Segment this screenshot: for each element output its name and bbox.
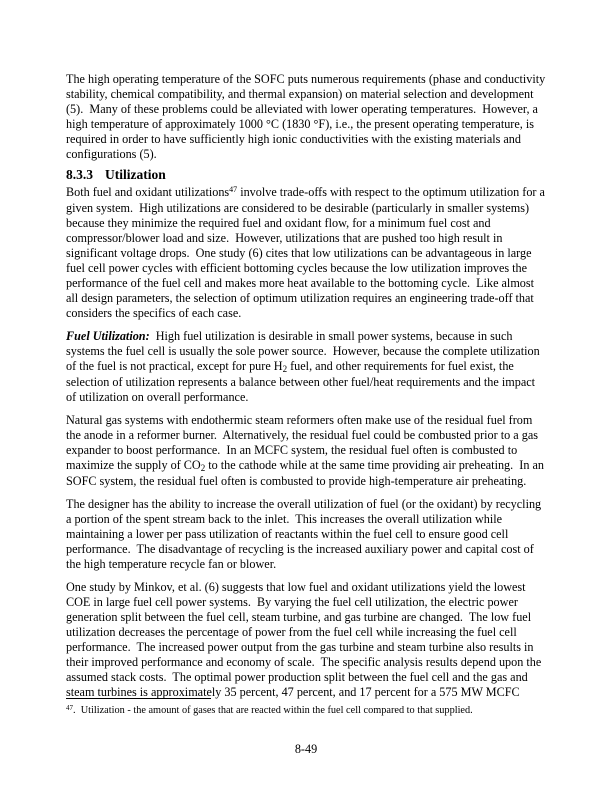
footnote-separator <box>66 698 211 699</box>
paragraph-fuel-utilization: Fuel Utilization: High fuel utilization is desirable in small power systems, because in such systems the fuel cell is usually the sole power source. However, because the complete utilization of the fuel is not practical, except for pure H2 fuel, and other requirements for fuel exist, the selection of utilization represents a balance between other fuel/heat requirements and the impact of utilization on overall performance. <box>66 329 543 404</box>
body-text <box>66 72 547 708</box>
section-title: Utilization <box>105 167 166 182</box>
page-number: 8-49 <box>294 742 318 756</box>
footnote-marker-47: 47 <box>66 704 73 712</box>
paragraph-utilization-tradeoffs: Both fuel and oxidant utilizations$^{47}$ involve trade-offs with respect to the optimum utilization for a given system. High utilizations are considered to be desirable (particularly in smaller systems) because they minimize the required fuel and oxidant flow, for a minimum fuel cost and compressor/blower load and size. However, utilizations that are pushed too high result in significant voltage drops. One study (6) cites that low utilizations can be advantageous in large fuel cell power cycles with efficient bottoming cycles because the low utilization improves the performance of the fuel cell and makes more heat available to the bottoming cycle. Like almost all design parameters, the selection of optimum utilization requires an engineering trade-off that considers the specifics of each case. <box>66 185 548 320</box>
paragraph-minkov-study: One study by Minkov, et al. (6) suggests that low fuel and oxidant utilizations yield the lowest COE in large fuel cell power systems. By varying the fuel cell utilization, the electric power generation split between the fuel cell, steam turbine, and gas turbine are changed. The low fuel utilization decreases the percentage of power from the fuel cell while increasing the fuel cell performance. The increased power output from the gas turbine and steam turbine also results in their improved performance and economy of scale. The specific analysis results depend upon the assumed stack costs. The optimal power production split between the fuel cell and the gas and steam turbines is approximately 35 percent, 47 percent, and 17 percent for a 575 MW MCFC <box>66 580 545 699</box>
paragraph-natural-gas-systems: Natural gas systems with endothermic steam reformers often make use of the residual fuel from the anode in a reformer burner. Alternatively, the residual fuel could be combusted prior to a gas expander to boost performance. In an MCFC system, the residual fuel often is combusted to maximize the supply of CO2 to the cathode while at the same time providing air preheating. In an SOFC system, the residual fuel often is combusted to provide high-temperature air preheating. <box>66 413 548 488</box>
footnote-ref-47: 47 <box>229 185 238 194</box>
subscript-h2: 2 <box>282 364 288 374</box>
paragraph-sofc-materials: The high operating temperature of the SOFC puts numerous requirements (phase and conductivity stability, chemical compatibility, and thermal expansion) on material selection and development (5). Many of these problems could be alleviated with lower operating temperatures. However, a high temperature of approximately 1000 °C (1830 °F), i.e., the present operating temperature, is required in order to have sufficiently high ionic conductivities with the existing materials and configurations (5). <box>66 72 549 161</box>
fuel-utilization-lead-in: Fuel Utilization: <box>66 329 150 343</box>
section-number: 8.3.3 <box>66 167 93 182</box>
footnote: $^{47}$. Utilization - the amount of gases that are reacted within the fuel cell compared to that supplied. <box>66 704 473 716</box>
subscript-co2: 2 <box>200 463 206 473</box>
footnote-block <box>66 698 547 718</box>
section-heading <box>66 166 547 184</box>
paragraph-recycling: The designer has the ability to increase the overall utilization of fuel (or the oxidant) by recycling a portion of the spent stream back to the inlet. This increases the overall utilization while maintaining a lower per pass utilization of reactants within the fuel cell to ensure good cell performance. The disadvantage of recycling is the increased auxiliary power and capital cost of the high temperature recycle fan or blower. <box>66 497 545 571</box>
